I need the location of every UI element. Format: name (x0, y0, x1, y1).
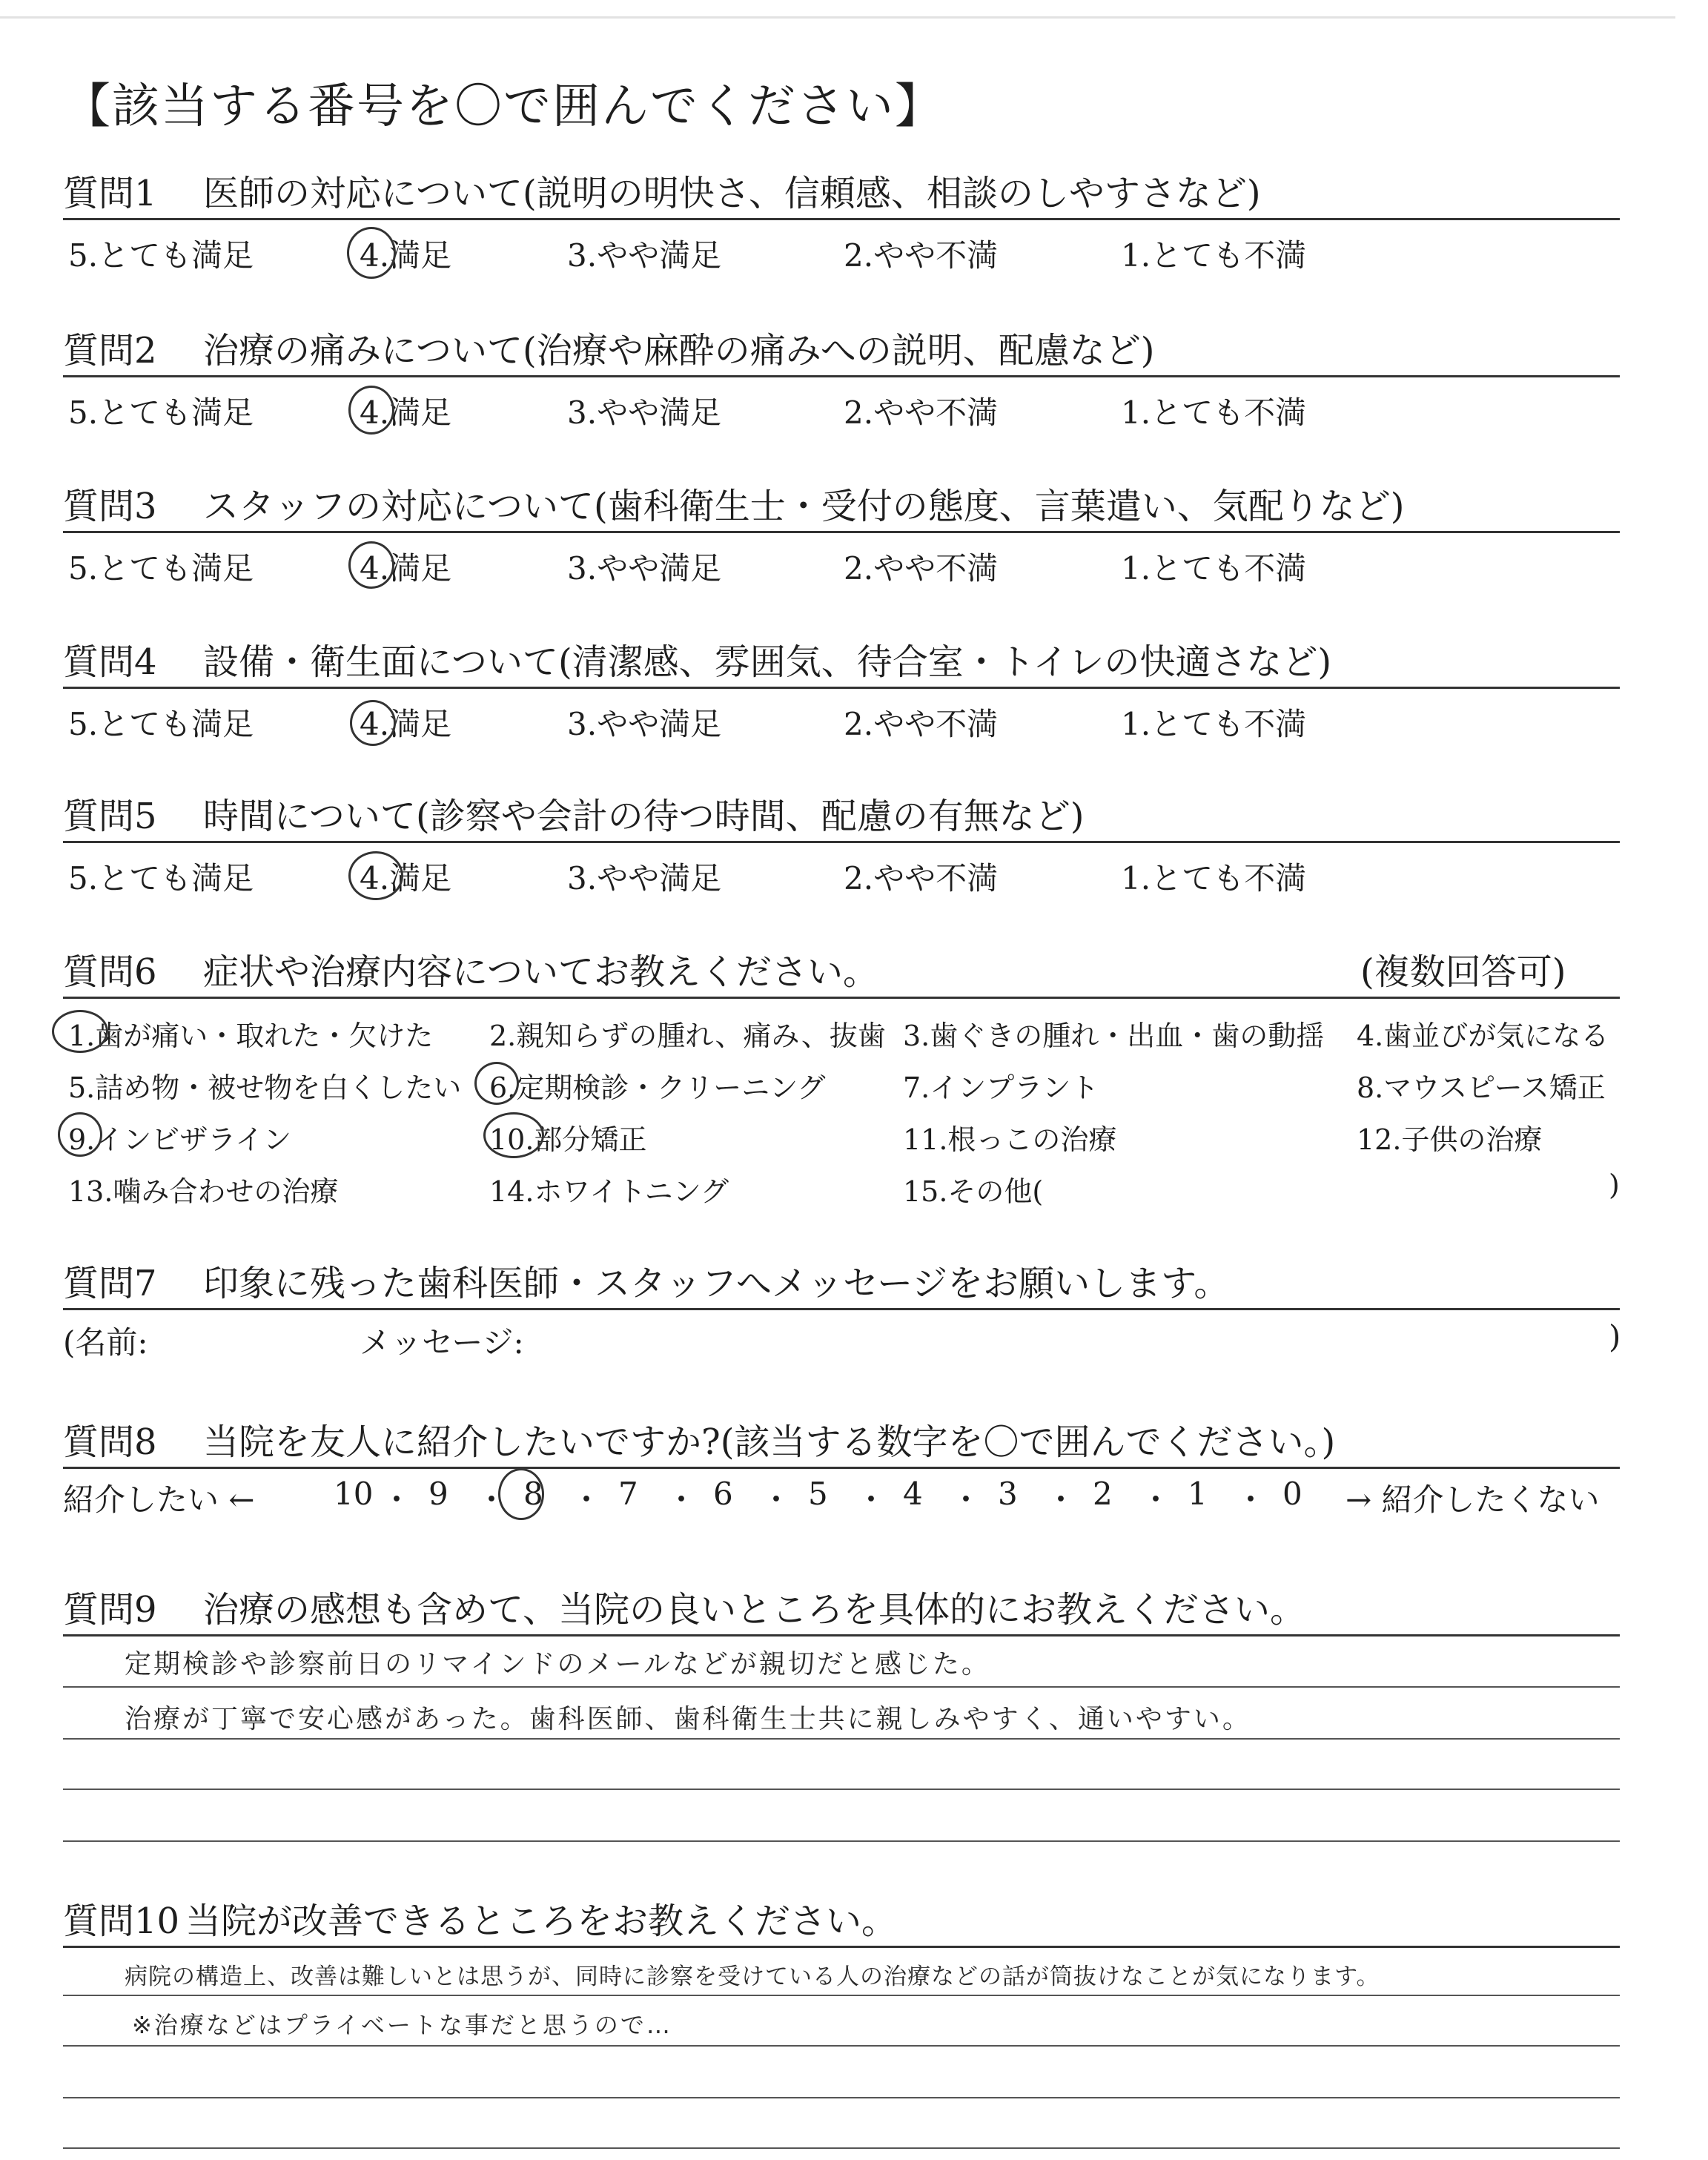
scale-separator: ・ (476, 1482, 508, 1518)
scale-value-1[interactable]: 1 (1188, 1476, 1208, 1512)
selection-circle (483, 1112, 544, 1158)
q5-option-2[interactable]: 2.やや不満 (844, 860, 999, 896)
answer-line (63, 1995, 1620, 1996)
q6-option-6[interactable]: 6.定期検診・クリーニング (489, 1071, 826, 1104)
q1-option-4[interactable]: 4.満足 (360, 237, 452, 274)
q9-answer-line-1: 定期検診や診察前日のリマインドのメールなどが親切だと感じた。 (125, 1649, 990, 1680)
q6-option-11[interactable]: 11.根っこの治療 (903, 1123, 1117, 1156)
scale-value-8[interactable]: 8 (523, 1476, 543, 1512)
q5-option-3[interactable]: 3.やや満足 (567, 860, 722, 896)
q4-option-3[interactable]: 3.やや満足 (567, 706, 722, 742)
question-4-label: 質問4 (63, 641, 157, 683)
q6-option-12[interactable]: 12.子供の治療 (1357, 1123, 1543, 1156)
divider (63, 1946, 1620, 1948)
question-4-text: 設備・衛生面について(清潔感、雰囲気、待合室・トイレの快適さなど) (203, 641, 1332, 683)
q4-option-1[interactable]: 1.とても不満 (1121, 706, 1307, 742)
question-3 (63, 478, 1405, 529)
selection-circle (347, 227, 396, 279)
divider (63, 218, 1620, 220)
divider (63, 531, 1620, 533)
q6-option-15-close: ) (1609, 1169, 1620, 1201)
scale-separator: ・ (950, 1482, 982, 1518)
question-8 (63, 1413, 1335, 1464)
divider (63, 1308, 1620, 1310)
answer-line (63, 2147, 1620, 2149)
q6-option-14[interactable]: 14.ホワイトニング (489, 1175, 729, 1208)
question-10-label: 質問10 (63, 1900, 180, 1942)
answer-line (63, 2097, 1620, 2098)
question-1-text: 医師の対応について(説明の明快さ、信頼感、相談のしやすさなど) (203, 173, 1261, 214)
answer-line (63, 1686, 1620, 1688)
question-8-label: 質問8 (63, 1421, 157, 1463)
q3-option-1[interactable]: 1.とても不満 (1121, 550, 1307, 587)
question-9-label: 質問9 (63, 1589, 157, 1631)
scale-value-2[interactable]: 2 (1093, 1476, 1113, 1512)
q6-option-15[interactable]: 15.その他( (903, 1175, 1044, 1208)
q9-answer-line-2: 治療が丁寧で安心感があった。歯科医師、歯科衛生士共に親しみやすく、通いやすい。 (125, 1704, 1251, 1734)
question-7 (63, 1255, 1229, 1306)
selection-circle (58, 1112, 102, 1157)
q3-option-2[interactable]: 2.やや不満 (844, 550, 999, 587)
divider (63, 687, 1620, 689)
question-1-label: 質問1 (63, 173, 157, 214)
q2-option-5[interactable]: 5.とても満足 (68, 394, 254, 431)
q5-option-1[interactable]: 1.とても不満 (1121, 860, 1307, 896)
q5-option-4[interactable]: 4.満足 (360, 860, 452, 896)
q2-option-1[interactable]: 1.とても不満 (1121, 394, 1307, 431)
q6-option-10[interactable]: 10.部分矯正 (489, 1123, 647, 1156)
form-title: 【該当する番号を〇で囲んでください】 (63, 79, 944, 134)
question-6 (63, 943, 878, 994)
divider (63, 1467, 1620, 1469)
question-4 (63, 633, 1331, 684)
name-label: (名前: (63, 1324, 148, 1361)
q10-answer-line-2: ※治療などはプライベートな事だと思うので… (132, 2011, 672, 2039)
q1-option-1[interactable]: 1.とても不満 (1121, 237, 1307, 274)
scale-value-10[interactable]: 10 (334, 1476, 374, 1512)
q7-close: ) (1609, 1318, 1621, 1355)
q6-option-8[interactable]: 8.マウスピース矯正 (1357, 1071, 1606, 1104)
scale-value-6[interactable]: 6 (713, 1476, 733, 1512)
selection-circle (350, 700, 396, 746)
selection-circle (348, 851, 403, 900)
q6-option-13[interactable]: 13.噛み合わせの治療 (68, 1175, 339, 1208)
q2-option-3[interactable]: 3.やや満足 (567, 394, 722, 431)
scale-right-label: → 紹介したくない (1345, 1482, 1600, 1518)
selection-circle (474, 1062, 519, 1105)
q5-option-5[interactable]: 5.とても満足 (68, 860, 254, 896)
question-6-label: 質問6 (63, 951, 157, 993)
question-10 (63, 1892, 897, 1943)
q2-option-4[interactable]: 4.満足 (360, 394, 452, 431)
divider (63, 997, 1620, 999)
answer-line (63, 1840, 1620, 1842)
question-7-text: 印象に残った歯科医師・スタッフへメッセージをお願いします。 (203, 1263, 1230, 1304)
q1-option-5[interactable]: 5.とても満足 (68, 237, 254, 274)
question-10-text: 当院が改善できるところをお教えください。 (185, 1900, 898, 1942)
q6-option-3[interactable]: 3.歯ぐきの腫れ・出血・歯の動揺 (903, 1020, 1325, 1052)
q1-option-3[interactable]: 3.やや満足 (567, 237, 722, 274)
q3-option-4[interactable]: 4.満足 (360, 550, 452, 587)
question-5-text: 時間について(診察や会計の待つ時間、配慮の有無など) (203, 796, 1085, 837)
question-9-text: 治療の感想も含めて、当院の良いところを具体的にお教えください。 (203, 1589, 1306, 1631)
q6-option-4[interactable]: 4.歯並びが気になる (1357, 1020, 1609, 1052)
scale-separator: ・ (1045, 1482, 1077, 1518)
question-7-label: 質問7 (63, 1263, 157, 1304)
question-2-label: 質問2 (63, 330, 157, 371)
question-9 (63, 1581, 1305, 1632)
selection-circle (348, 541, 394, 589)
q6-option-9[interactable]: 9.インビザライン (68, 1123, 292, 1156)
scale-separator: ・ (1140, 1482, 1172, 1518)
answer-line (63, 2045, 1620, 2047)
scale-separator: ・ (855, 1482, 887, 1518)
q6-option-7[interactable]: 7.インプラント (903, 1071, 1099, 1104)
question-6-note: (複数回答可) (1360, 951, 1566, 993)
q6-option-1[interactable]: 1.歯が痛い・取れた・欠けた (68, 1020, 434, 1052)
q1-option-2[interactable]: 2.やや不満 (844, 237, 999, 274)
question-1 (63, 165, 1261, 216)
scale-value-5[interactable]: 5 (808, 1476, 828, 1512)
message-label: メッセージ: (360, 1324, 524, 1361)
scale-separator: ・ (666, 1482, 698, 1518)
q4-option-5[interactable]: 5.とても満足 (68, 706, 254, 742)
selection-circle (498, 1468, 544, 1520)
q2-option-2[interactable]: 2.やや不満 (844, 394, 999, 431)
question-3-text: スタッフの対応について(歯科衛生士・受付の態度、言葉遣い、気配りなど) (203, 486, 1405, 527)
scale-value-7[interactable]: 7 (618, 1476, 638, 1512)
divider (63, 375, 1620, 377)
scale-separator: ・ (381, 1482, 413, 1518)
question-3-label: 質問3 (63, 486, 157, 527)
selection-circle (348, 386, 394, 435)
q6-option-5[interactable]: 5.詰め物・被せ物を白くしたい (68, 1071, 462, 1104)
divider (63, 841, 1620, 843)
answer-line (63, 1738, 1620, 1740)
scale-value-4[interactable]: 4 (903, 1476, 923, 1512)
q4-option-2[interactable]: 2.やや不満 (844, 706, 999, 742)
question-6-text: 症状や治療内容についてお教えください。 (203, 951, 879, 993)
scale-separator: ・ (1235, 1482, 1267, 1518)
question-8-text: 当院を友人に紹介したいですか?(該当する数字を〇で囲んでください。) (203, 1421, 1336, 1463)
scale-value-3[interactable]: 3 (998, 1476, 1018, 1512)
scale-value-9[interactable]: 9 (428, 1476, 448, 1512)
scale-value-0[interactable]: 0 (1282, 1476, 1302, 1512)
question-2 (63, 322, 1155, 373)
question-5 (63, 787, 1085, 839)
scale-separator: ・ (571, 1482, 603, 1518)
q10-answer-line-1: 病院の構造上、改善は難しいとは思うが、同時に診察を受けている人の治療などの話が筒抜けなことが気になります。 (125, 1964, 1380, 1990)
scale-separator: ・ (761, 1482, 792, 1518)
question-2-text: 治療の痛みについて(治療や麻酔の痛みへの説明、配慮など) (203, 330, 1155, 371)
question-5-label: 質問5 (63, 796, 157, 837)
answer-line (63, 1789, 1620, 1790)
selection-circle (52, 1010, 108, 1053)
q3-option-5[interactable]: 5.とても満足 (68, 550, 254, 587)
q6-option-2[interactable]: 2.親知らずの腫れ、痛み、抜歯 (489, 1020, 886, 1052)
scale-left-label: 紹介したい ← (63, 1482, 255, 1518)
q3-option-3[interactable]: 3.やや満足 (567, 550, 722, 587)
q4-option-4[interactable]: 4.満足 (360, 706, 452, 742)
divider (63, 1634, 1620, 1636)
